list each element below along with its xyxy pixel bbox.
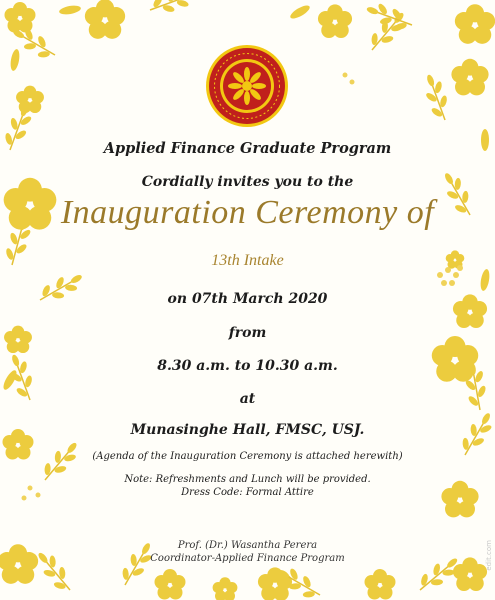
event-venue: Munasinghe Hall, FMSC, USJ. xyxy=(130,422,365,438)
signatory-name: Prof. (Dr.) Wasantha Perera xyxy=(177,540,318,551)
intake-label: 13th Intake xyxy=(211,252,284,269)
from-label: from xyxy=(228,325,267,341)
watermark: edit.com xyxy=(485,540,493,571)
invite-line: Cordially invites you to the xyxy=(141,174,354,190)
event-time: 8.30 a.m. to 10.30 a.m. xyxy=(157,358,338,374)
refreshment-note: Note: Refreshments and Lunch will be provided. xyxy=(124,474,371,485)
event-title: Inauguration Ceremony of xyxy=(60,194,435,231)
dress-code: Dress Code: Formal Attire xyxy=(181,487,314,498)
program-name: Applied Finance Graduate Program xyxy=(103,140,392,157)
at-label: at xyxy=(239,391,256,407)
agenda-note: (Agenda of the Inauguration Ceremony is attached herewith) xyxy=(92,451,403,462)
signatory-role: Coordinator-Applied Finance Program xyxy=(150,553,345,564)
event-date: on 07th March 2020 xyxy=(167,291,328,307)
